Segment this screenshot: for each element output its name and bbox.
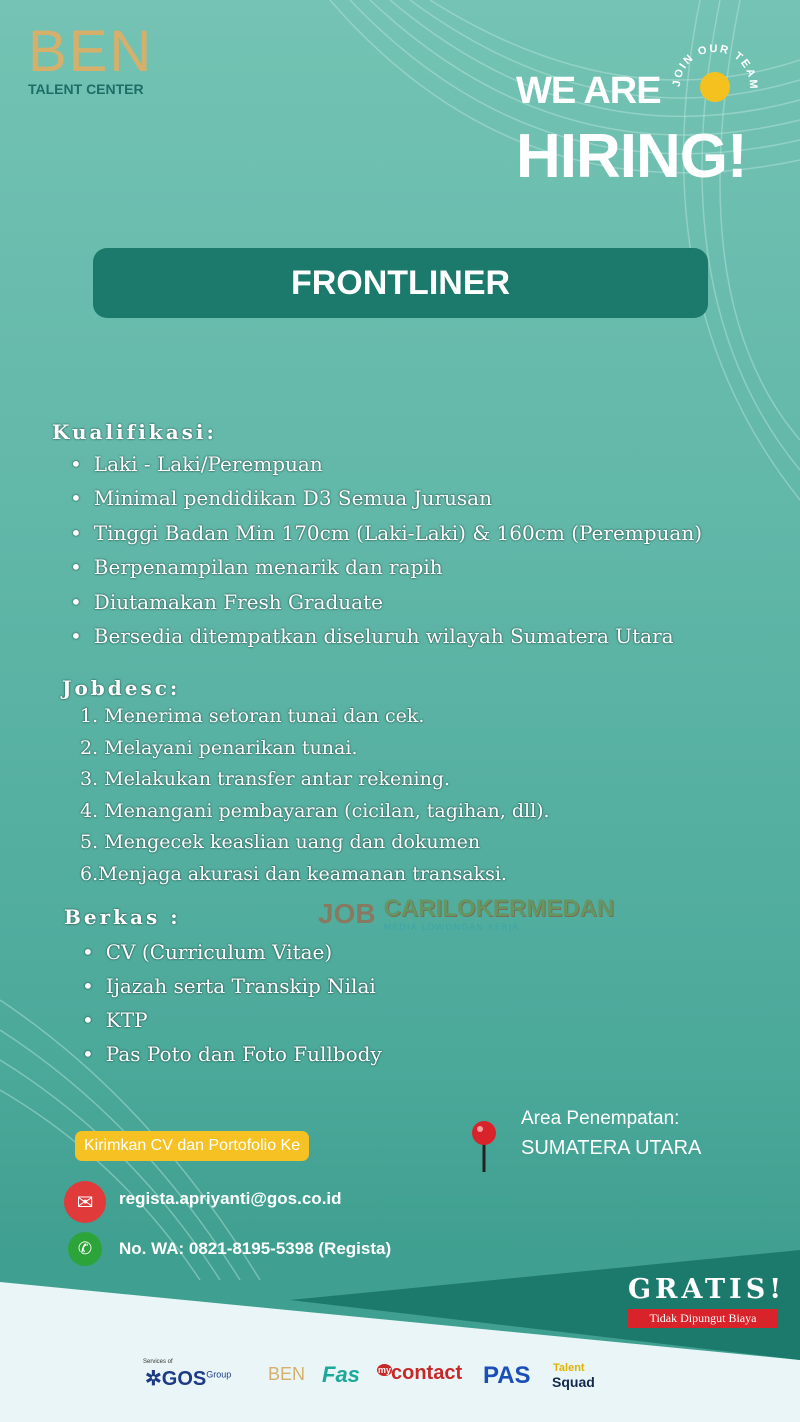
contact-phone[interactable]: No. WA: 0821-8195-5398 (Regista)	[119, 1239, 392, 1258]
documents-heading: Berkas :	[64, 905, 181, 929]
list-item: • Bersedia ditempatkan diseluruh wilayah Sumatera Utara	[70, 624, 674, 648]
free-subtitle: Tidak Dipungut Biaya	[628, 1309, 778, 1328]
list-item: 5. Mengecek keaslian uang dan dokumen	[80, 831, 481, 853]
list-item: 4. Menangani pembayaran (cicilan, tagihan, dll).	[80, 800, 550, 822]
mycontact-logo-my: my	[378, 1365, 392, 1375]
join-our-team-badge	[665, 32, 765, 132]
list-item: 6.Menjaga akurasi dan keamanan transaksi.	[80, 863, 507, 885]
list-item: • Tinggi Badan Min 170cm (Laki-Laki) & 160cm (Perempuan)	[70, 521, 702, 545]
pas-logo: PAS	[483, 1362, 531, 1389]
services-of-label: Services of	[143, 1359, 173, 1365]
jobdesc-heading: Jobdesc:	[62, 676, 181, 700]
contact-email[interactable]: regista.apriyanti@gos.co.id	[119, 1189, 342, 1208]
qualifications-heading: Kualifikasi:	[52, 420, 217, 444]
talent-squad-logo: Squad	[552, 1374, 595, 1390]
gos-logo: $✲GOS^{Group}$	[145, 1368, 232, 1390]
watermark-magnifier-icon: JOB	[318, 898, 376, 929]
position-banner	[93, 248, 708, 318]
area-value: SUMATERA UTARA	[521, 1137, 702, 1159]
list-item: • Ijazah serta Transkip Nilai	[82, 974, 376, 998]
ben-logo: BEN	[28, 19, 154, 84]
phone-icon: ✆	[68, 1232, 102, 1266]
area-label: Area Penempatan:	[521, 1108, 680, 1129]
fas-logo: Fas	[322, 1362, 360, 1387]
list-item: • CV (Curriculum Vitae)	[82, 940, 332, 964]
hiring-title-line2: HIRING!	[516, 122, 747, 191]
location-pin-icon	[468, 1118, 500, 1176]
list-item: 3. Melakukan transfer antar rekening.	[80, 768, 451, 790]
list-item: • Berpenampilan menarik dan rapih	[70, 555, 443, 579]
list-item: • Pas Poto dan Foto Fullbody	[82, 1042, 382, 1066]
list-item: 1. Menerima setoran tunai dan cek.	[80, 705, 425, 727]
email-icon: ✉	[64, 1181, 106, 1223]
svg-text:JOIN OUR TEAM: JOIN OUR TEAM	[670, 42, 760, 91]
hiring-title-line1: WE ARE	[516, 70, 661, 112]
talent-squad-logo-top: Talent	[553, 1362, 585, 1374]
watermark-subtext: MEDIA LOWONGAN KERJA	[383, 923, 520, 933]
watermark	[318, 895, 614, 933]
ben-logo-subtitle: TALENT CENTER	[28, 81, 144, 97]
list-item: • KTP	[82, 1008, 148, 1032]
list-item: • Minimal pendidikan D3 Semua Jurusan	[70, 486, 492, 510]
list-item: • Laki - Laki/Perempuan	[70, 452, 323, 476]
list-item: 2. Melayani penarikan tunai.	[80, 737, 358, 759]
ben-footer-logo: BEN	[268, 1364, 306, 1384]
list-item: • Diutamakan Fresh Graduate	[70, 590, 383, 614]
send-cv-label: Kirimkan CV dan Portofolio Ke	[75, 1131, 309, 1161]
watermark-text: CARILOKERMEDAN	[383, 895, 615, 922]
free-title: GRATIS!	[628, 1274, 786, 1305]
position-title: FRONTLINER	[290, 263, 511, 302]
mycontact-logo: contact	[391, 1362, 463, 1384]
